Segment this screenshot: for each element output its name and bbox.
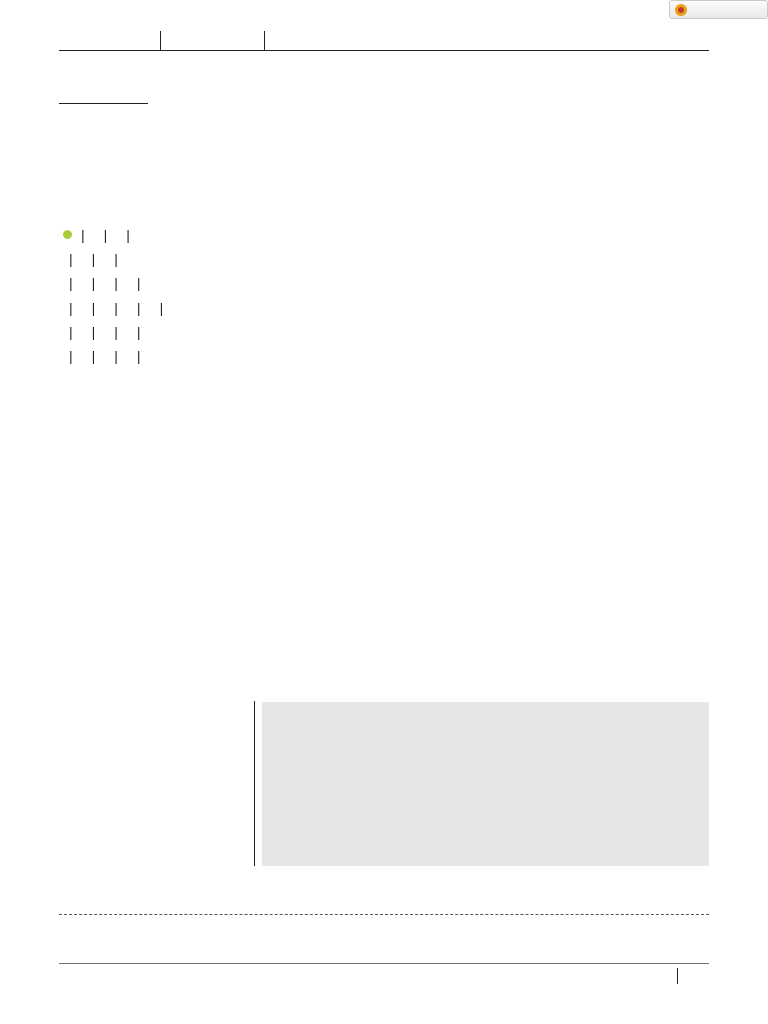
author-separator: | [81,227,85,243]
author-line [59,274,150,291]
author-line [59,299,172,316]
date-divider [160,31,161,50]
author-separator: | [69,323,73,340]
author-line [59,226,139,243]
author-separator: | [136,275,141,292]
author-separator: | [91,299,96,316]
author-separator: | [114,251,118,268]
correspondence-divider [254,701,255,866]
author-separator: | [103,227,108,243]
header-rule [59,50,709,51]
page-divider [677,968,678,984]
author-separator: | [91,323,96,340]
author-separator: | [136,348,141,364]
author-separator: | [136,323,141,340]
author-separator: | [126,227,130,243]
author-separator: | [69,299,73,316]
author-separator: | [69,275,73,292]
crossmark-icon [675,4,687,16]
author-separator: | [114,323,118,340]
author-separator: | [159,299,164,316]
author-separator: | [69,251,73,268]
author-separator: | [114,275,118,292]
author-separator: | [91,251,96,268]
author-separator: | [91,275,96,292]
check-for-updates-button[interactable] [669,0,768,19]
date-divider [264,31,265,50]
author-separator: | [69,348,73,364]
author-line [59,347,150,364]
section-rule [59,103,148,104]
orcid-icon[interactable] [63,230,72,239]
author-line [59,250,127,267]
footer-rule [59,963,709,964]
abstract-box [262,702,709,866]
author-separator: | [114,299,118,316]
author-separator: | [91,348,96,364]
footer-divider [59,914,709,915]
author-separator: | [136,299,141,316]
author-line [59,323,150,340]
correspondence-text [59,711,249,723]
author-separator: | [114,348,118,364]
